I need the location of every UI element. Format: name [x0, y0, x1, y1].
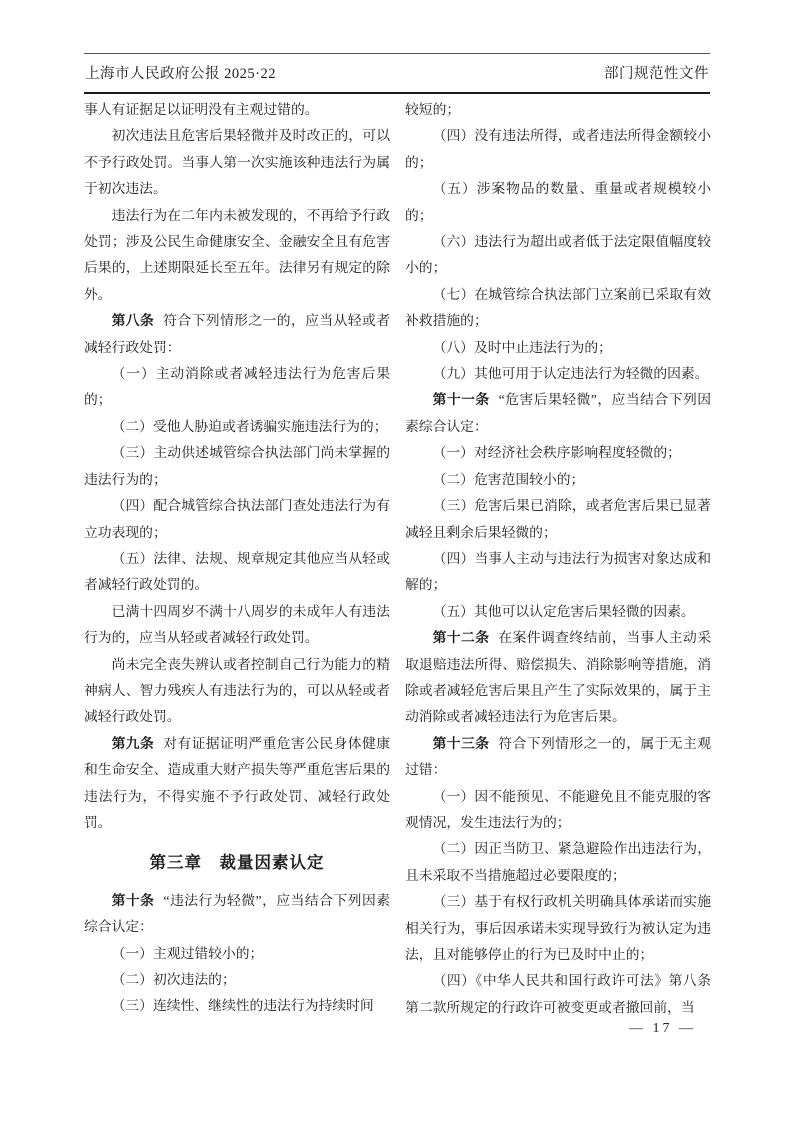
- paragraph: [405, 176, 711, 229]
- article-number: 第九条: [111, 735, 155, 751]
- paragraph-text: 违法行为在二年内未被发现的，不再给予行政处罚；涉及公民生命健康安全、金融安全且有危害后果的，上述期限延长至五年。法律另有规定的除外。: [84, 207, 390, 302]
- paragraph: [405, 836, 711, 889]
- paragraph-text: （六）违法行为超出或者低于法定限值幅度较小的；: [405, 234, 711, 276]
- paragraph: [84, 440, 390, 493]
- column-right: [405, 97, 711, 1021]
- paragraph: [405, 968, 711, 1021]
- paragraph: [405, 889, 711, 968]
- paragraph: [405, 599, 711, 625]
- column-left: [84, 97, 390, 1021]
- paragraph-text: 对有证据证明严重危害公民身体健康和生命安全、造成重大财产损失等严重危害后果的违法行为，不得实施不予行政处罚、减轻行政处罚。: [84, 735, 391, 830]
- paragraph: [84, 493, 390, 546]
- article-paragraph: [405, 731, 711, 784]
- paragraph: [84, 361, 390, 414]
- article-number: 第十条: [111, 892, 155, 908]
- running-header: [84, 53, 710, 94]
- paragraph: [405, 361, 711, 387]
- paragraph-text: （九）其他可用于认定违法行为轻微的因素。: [432, 366, 709, 382]
- paragraph: [405, 467, 711, 493]
- paragraph: [84, 967, 390, 993]
- paragraph-text: （四）没有违法所得，或者违法所得金额较小的；: [405, 128, 711, 170]
- paragraph-text: 初次违法且危害后果轻微并及时改正的，可以不予行政处罚。当事人第一次实施该种违法行为属于初次违法。: [84, 128, 390, 197]
- text-columns: [84, 97, 711, 1021]
- paragraph: [405, 123, 711, 176]
- paragraph-text: 已满十四周岁不满十八周岁的未成年人有违法行为的，应当从轻或者减轻行政处罚。: [84, 603, 390, 646]
- paragraph-text: （三）连续性、继续性的违法行为持续时间: [111, 998, 374, 1014]
- paragraph-text: （八）及时中止违法行为的；: [432, 339, 612, 355]
- paragraph-text: 较短的；: [405, 102, 461, 117]
- paragraph-text: （三）主动供述城管综合执法部门尚未掌握的违法行为的；: [84, 445, 390, 487]
- paragraph: [405, 493, 711, 546]
- paragraph-text: （五）涉案物品的数量、重量或者规模较小的；: [405, 181, 711, 223]
- paragraph-text: （一）主观过错较小的；: [111, 945, 264, 961]
- paragraph: [84, 941, 390, 967]
- header-section-title: 部门规范性文件: [604, 66, 709, 82]
- paragraph-text: 符合下列情形之一的，属于无主观过错：: [405, 735, 712, 778]
- article-number: 第十一条: [432, 392, 490, 408]
- paragraph-text: （二）危害范围较小的；: [432, 471, 585, 487]
- article-paragraph: [84, 731, 390, 837]
- paragraph: [84, 546, 390, 599]
- article-paragraph: [405, 387, 711, 440]
- paragraph-text: （五）其他可以认定危害后果轻微的因素。: [432, 603, 695, 619]
- chapter-heading: 第三章 裁量因素认定: [149, 853, 325, 873]
- article-paragraph: [405, 625, 711, 731]
- paragraph: [405, 440, 711, 466]
- article-number: 第十二条: [432, 630, 490, 646]
- paragraph-text: （一）主动消除或者减轻违法行为危害后果的；: [84, 366, 390, 408]
- paragraph: [84, 123, 390, 202]
- paragraph-text: （四）《中华人民共和国行政许可法》第八条第二款所规定的行政许可被变更或者撤回前，当: [405, 973, 711, 1015]
- header-gazette-title: 上海市人民政府公报 2025·22: [85, 66, 276, 82]
- paragraph-text: （二）因正当防卫、紧急避险作出违法行为，且未采取不当措施超过必要限度的；: [405, 841, 711, 883]
- paragraph: [405, 97, 711, 123]
- paragraph-text: （一）对经济社会秩序影响程度轻微的；: [432, 445, 681, 461]
- paragraph-text: “违法行为轻微”，应当结合下列因素综合认定：: [84, 892, 391, 935]
- paragraph-text: （三）基于有权行政机关明确具体承诺而实施相关行为，事后因承诺未实现导致行为被认定为违法，且对能够停止的行为已及时中止的；: [405, 894, 711, 962]
- paragraph: [405, 784, 711, 837]
- paragraph: [405, 229, 711, 282]
- paragraph-text: 符合下列情形之一的，应当从轻或者减轻行政处罚：: [84, 313, 391, 355]
- paragraph: [84, 414, 390, 440]
- paragraph: [84, 97, 390, 123]
- paragraph-text: （五）法律、法规、规章规定其他应当从轻或者减轻行政处罚的。: [84, 550, 390, 593]
- paragraph-text: （七）在城管综合执法部门立案前已采取有效补救措施的；: [405, 286, 711, 329]
- paragraph: [84, 993, 390, 1019]
- page-number: — 17 —: [629, 1021, 696, 1036]
- paragraph: [405, 282, 711, 335]
- paragraph: [405, 335, 711, 361]
- article-paragraph: [84, 308, 390, 361]
- article-number: 第十三条: [432, 735, 490, 751]
- paragraph-text: 在案件调查终结前，当事人主动采取退赔违法所得、赔偿损失、消除影响等措施，消除或者减轻危害后果且产生了实际效果的，属于主动消除或者减轻违法行为危害后果。: [405, 630, 712, 725]
- paragraph-text: 尚未完全丧失辨认或者控制自己行为能力的精神病人、智力残疾人有违法行为的，可以从轻或者减轻行政处罚。: [84, 656, 390, 725]
- paragraph-text: （四）当事人主动与违法行为损害对象达成和解的；: [405, 550, 711, 593]
- paragraph: [84, 203, 390, 309]
- paragraph-text: （四）配合城管综合执法部门查处违法行为有立功表现的；: [84, 498, 390, 540]
- paragraph-text: （二）初次违法的；: [111, 972, 236, 987]
- paragraph-text: （三）危害后果已消除，或者危害后果已显著减轻且剩余后果轻微的；: [405, 498, 711, 540]
- paragraph-text: （二）受他人胁迫或者诱骗实施违法行为的；: [111, 418, 388, 434]
- article-number: 第八条: [111, 313, 155, 329]
- article-paragraph: [84, 888, 390, 941]
- paragraph: [84, 599, 390, 652]
- paragraph: [405, 546, 711, 599]
- paragraph-text: 事人有证据足以证明没有主观过错的。: [84, 102, 319, 117]
- paragraph-text: “危害后果轻微”，应当结合下列因素综合认定：: [405, 392, 712, 434]
- paragraph-text: （一）因不能预见、不能避免且不能克服的客观情况，发生违法行为的；: [405, 788, 711, 830]
- paragraph: [84, 652, 390, 731]
